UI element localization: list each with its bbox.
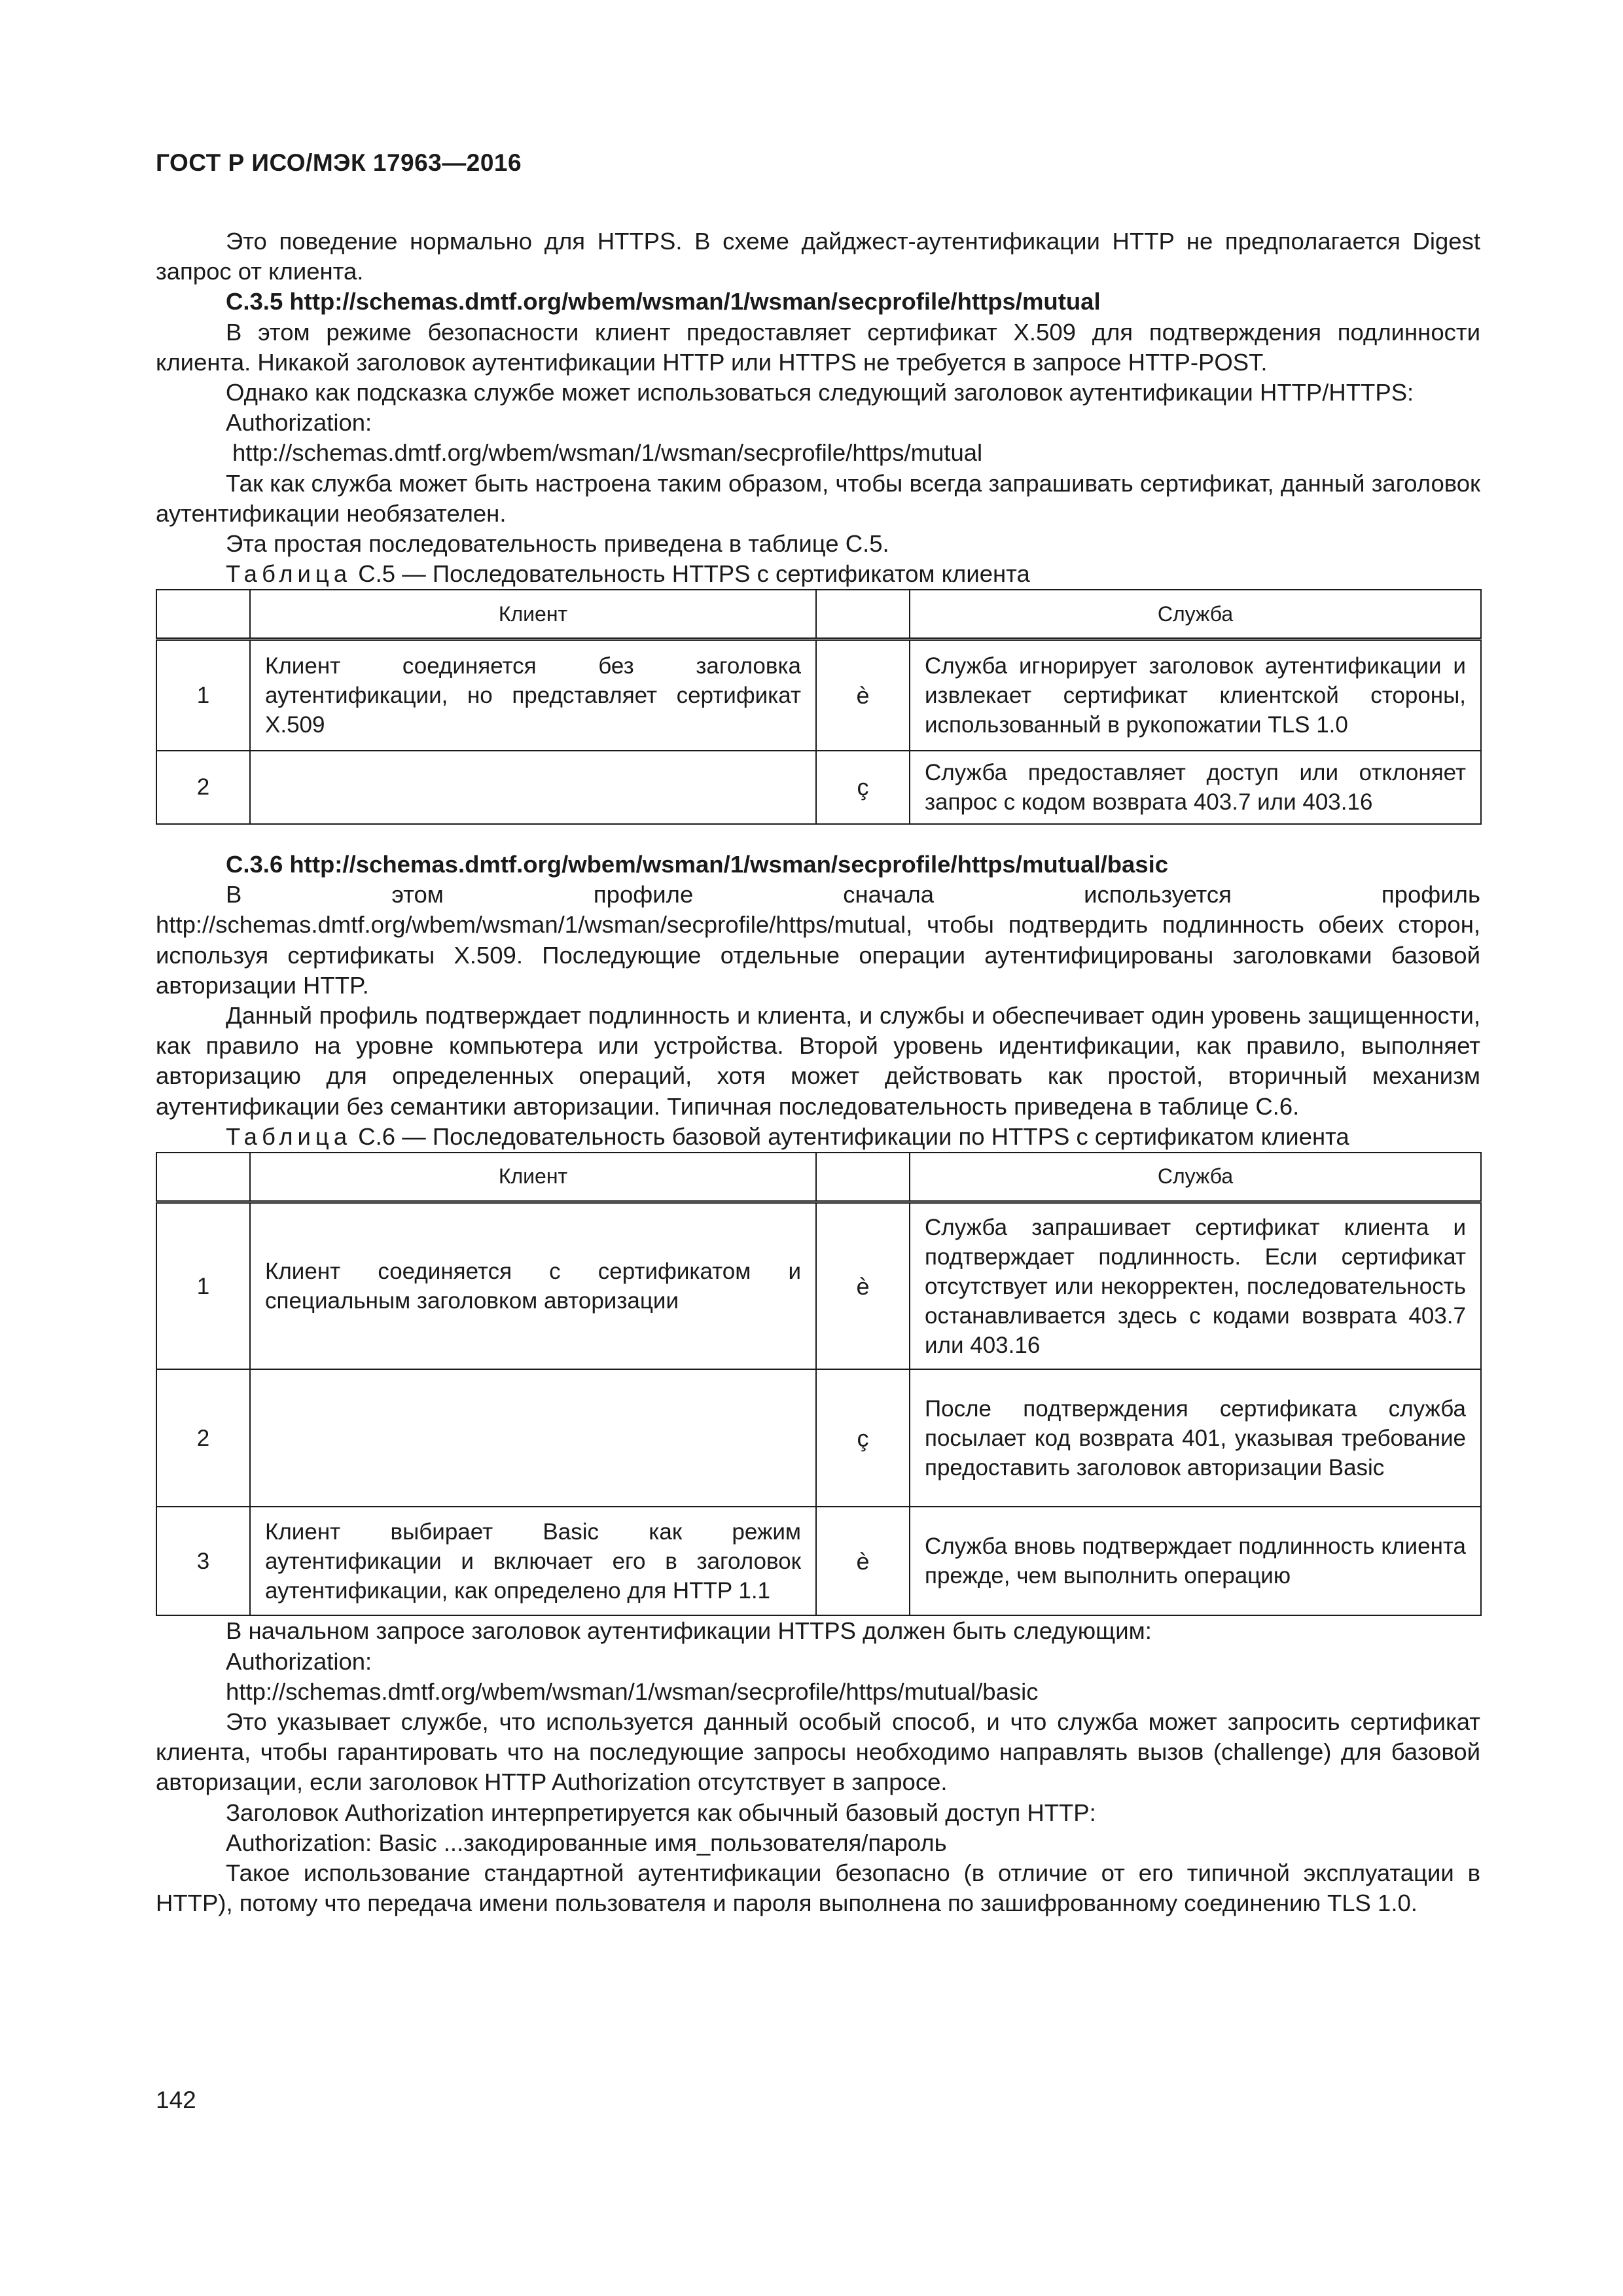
header-cell-service: Служба [910, 590, 1481, 639]
direction-arrow: è [816, 1202, 910, 1369]
client-cell [250, 751, 816, 824]
section-heading-c35: C.3.5 http://schemas.dmtf.org/wbem/wsman/1/wsman/secprofile/https/mutual [226, 288, 1101, 315]
header-cell-client: Клиент [250, 1153, 816, 1202]
paragraph: Такое использование стандартной аутентификации безопасно (в отличие от его типичной эксплуатации в HTTP), потому что передача имени пользователя и пароля выполнена по зашифрованному соединению TLS 1.0. [156, 1859, 1480, 1917]
paragraph: Это указывает службе, что используется данный особый способ, и что служба может запросить сертификат клиента, чтобы гарантировать что на последующие запросы необходимо направлять вызов (challenge) для базовой авторизации, если заголовок HTTP Authorization отсутствует в запросе. [156, 1708, 1480, 1796]
header-cell-arrow [816, 1153, 910, 1202]
paragraph: Заголовок Authorization интерпретируется как обычный базовый доступ HTTP: [226, 1799, 1096, 1826]
table-row [156, 751, 1481, 824]
table-row [156, 639, 1481, 751]
caption-word: Таблица [226, 560, 352, 588]
service-cell: Служба игнорирует заголовок аутентификации и извлекает сертификат клиентской стороны, использованный в рукопожатии TLS 1.0 [910, 639, 1481, 751]
paragraph: В этом режиме безопасности клиент предоставляет сертификат X.509 для подтверждения подлинности клиента. Никакой заголовок аутентификации HTTP или HTTPS не требуется в запросе HTTP-POST. [156, 318, 1480, 376]
section-heading-c36: C.3.6 http://schemas.dmtf.org/wbem/wsman/1/wsman/secprofile/https/mutual/basic [226, 850, 1169, 878]
url-line: http://schemas.dmtf.org/wbem/wsman/1/wsman/secprofile/https/mutual/basic [226, 1677, 1039, 1705]
paragraph: Это поведение нормально для HTTPS. В схеме дайджест-аутентификации HTTP не предполагается Digest запрос от клиента. [156, 228, 1480, 285]
paragraph: Эта простая последовательность приведена в таблице C.5. [226, 530, 889, 558]
direction-arrow: ç [816, 751, 910, 824]
paragraph: Authorization: [226, 1647, 372, 1675]
page-number: 142 [156, 2087, 196, 2113]
row-number: 1 [156, 639, 250, 751]
table-header-row [156, 1153, 1481, 1202]
table-header-row [156, 590, 1481, 639]
direction-arrow: è [816, 1507, 910, 1615]
row-number: 2 [156, 1369, 250, 1507]
paragraph: Однако как подсказка службе может использоваться следующий заголовок аутентификации HTTP/HTTPS: [226, 379, 1414, 406]
table-caption-c6 [156, 1122, 1480, 1152]
service-cell: Служба предоставляет доступ или отклоняет запрос с кодом возврата 403.7 или 403.16 [910, 751, 1481, 824]
row-number: 1 [156, 1202, 250, 1369]
paragraph: В начальном запросе заголовок аутентификации HTTPS должен быть следующим: [226, 1617, 1152, 1645]
header-cell-num [156, 590, 250, 639]
page-content [156, 226, 1480, 1919]
document-header: ГОСТ Р ИСО/МЭК 17963—2016 [156, 149, 522, 176]
paragraph: Данный профиль подтверждает подлинность и клиента, и службы и обеспечивает один уровень защищенности, как правило на уровне компьютера или устройства. Второй уровень идентификации, как правило, выполняет авторизацию для определенных операций, хотя может действовать как простой, вторичный механизм аутентификации без семантики авторизации. Типичная последовательность приведена в таблице C.6. [156, 1001, 1480, 1120]
table-row [156, 1369, 1481, 1507]
header-cell-service: Служба [910, 1153, 1481, 1202]
client-cell: Клиент соединяется с сертификатом и специальным заголовком авторизации [250, 1202, 816, 1369]
header-cell-client: Клиент [250, 590, 816, 639]
caption-text: C.5 — Последовательность HTTPS с сертификатом клиента [358, 560, 1030, 588]
paragraph: В этом профиле сначала используется профиль http://schemas.dmtf.org/wbem/wsman/1/wsman/secprofile/https/mutual, чтобы подтвердить подлинность обеих сторон, используя сертификаты X.509. Последующие отдельные операции аутентифицированы заголовками базовой авторизации HTTP. [156, 881, 1480, 999]
paragraph: Authorization: Basic ...закодированные имя_пользователя/пароль [226, 1829, 947, 1856]
row-number: 2 [156, 751, 250, 824]
row-number: 3 [156, 1507, 250, 1615]
table-row [156, 1202, 1481, 1369]
service-cell: После подтверждения сертификата служба посылает код возврата 401, указывая требование предоставить заголовок авторизации Basic [910, 1369, 1481, 1507]
table-c5 [156, 589, 1482, 825]
client-cell: Клиент выбирает Basic как режим аутентификации и включает его в заголовок аутентификации, как определено для HTTP 1.1 [250, 1507, 816, 1615]
client-cell [250, 1369, 816, 1507]
direction-arrow: ç [816, 1369, 910, 1507]
table-c6 [156, 1152, 1482, 1617]
paragraph: Authorization: [226, 409, 372, 437]
client-cell: Клиент соединяется без заголовка аутентификации, но представляет сертификат X.509 [250, 639, 816, 751]
url-line: http://schemas.dmtf.org/wbem/wsman/1/wsman/secprofile/https/mutual [232, 439, 983, 467]
header-cell-num [156, 1153, 250, 1202]
caption-text: C.6 — Последовательность базовой аутентификации по HTTPS с сертификатом клиента [358, 1122, 1349, 1150]
caption-word: Таблица [226, 1122, 352, 1150]
service-cell: Служба запрашивает сертификат клиента и подтверждает подлинность. Если сертификат отсутствует или некорректен, последовательность останавливается здесь с кодами возврата 403.7 или 403.16 [910, 1202, 1481, 1369]
paragraph: Так как служба может быть настроена таким образом, чтобы всегда запрашивать сертификат, данный заголовок аутентификации необязателен. [156, 469, 1480, 527]
header-cell-arrow [816, 590, 910, 639]
table-row [156, 1507, 1481, 1615]
direction-arrow: è [816, 639, 910, 751]
table-caption-c5 [156, 559, 1480, 589]
service-cell: Служба вновь подтверждает подлинность клиента прежде, чем выполнить операцию [910, 1507, 1481, 1615]
